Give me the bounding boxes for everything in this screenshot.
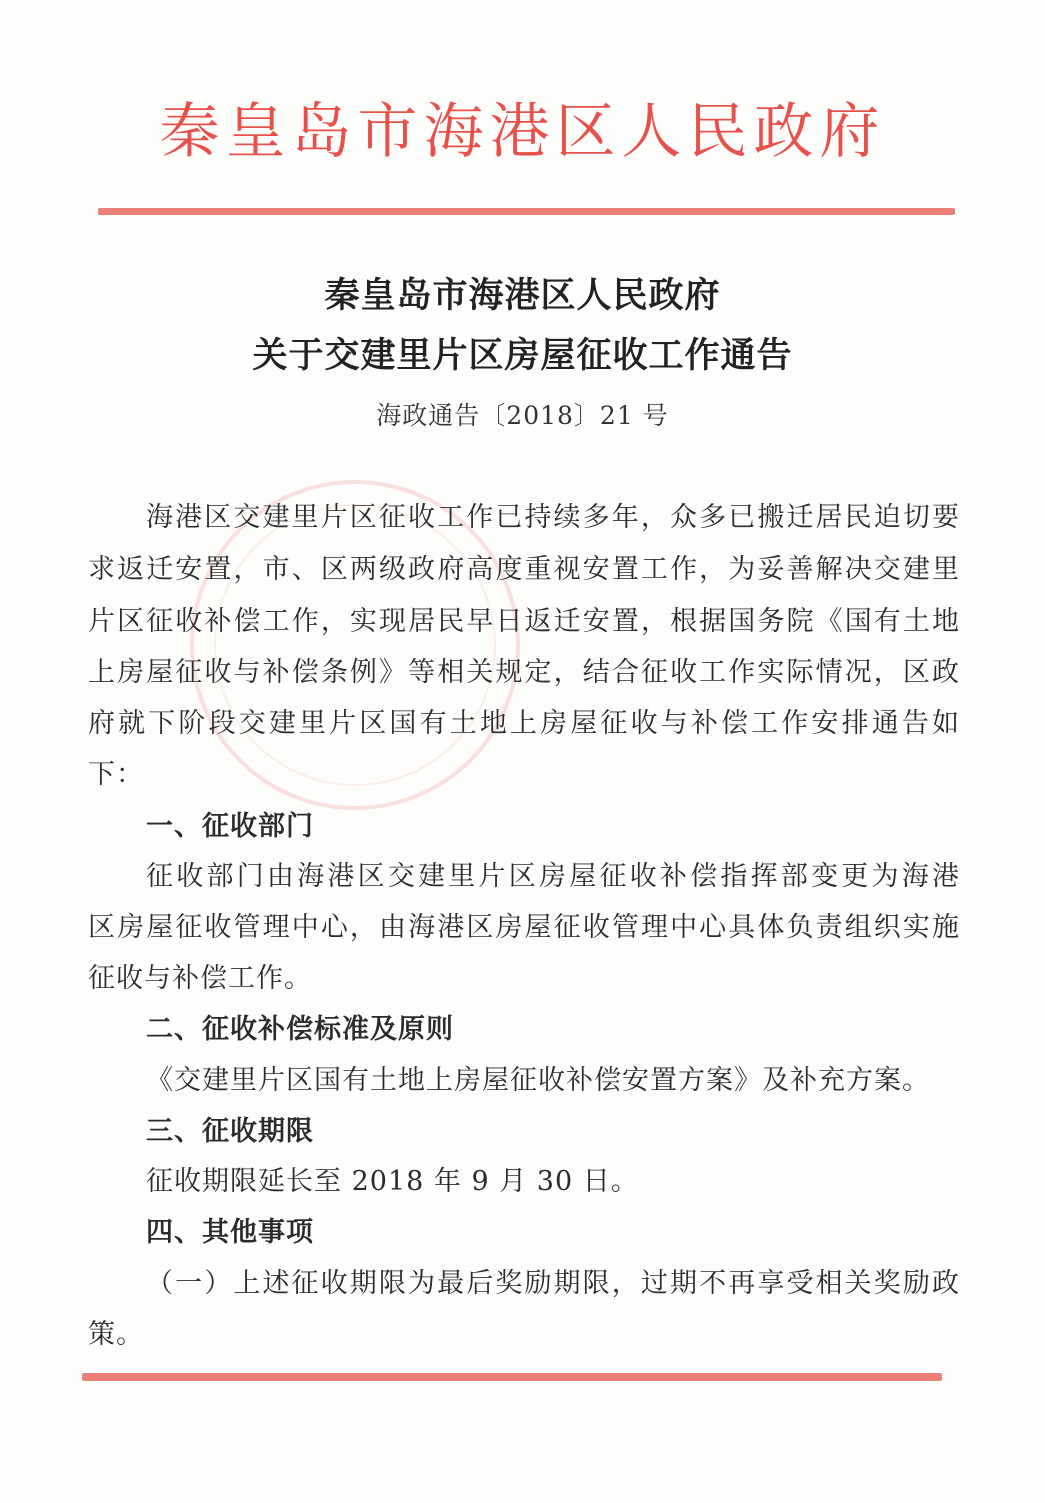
- paragraph-line: 《交建里片区国有土地上房屋征收补偿安置方案》及补充方案。: [146, 1065, 930, 1096]
- document-title-line-1: 秦皇岛市海港区人民政府: [324, 275, 721, 316]
- paragraph-line: 上房屋征收与补偿条例》等相关规定，结合征收工作实际情况，区政: [88, 657, 960, 688]
- paragraph-line: 征收部门由海港区交建里片区房屋征收补偿指挥部变更为海港: [146, 861, 960, 892]
- paragraph-line: 海港区交建里片区征收工作已持续多年，众多已搬迁居民迫切要: [146, 502, 960, 533]
- document-number: 海政通告〔2018〕21 号: [376, 401, 669, 430]
- paragraph-line: 求返迁安置，市、区两级政府高度重视安置工作，为妥善解决交建里: [88, 554, 960, 585]
- section-heading: 三、征收期限: [146, 1116, 314, 1147]
- document-title-line-2: 关于交建里片区房屋征收工作通告: [252, 335, 793, 376]
- paragraph-line: （一）上述征收期限为最后奖励期限，过期不再享受相关奖励政: [146, 1268, 960, 1299]
- letterhead-title: 秦皇岛市海港区人民政府: [159, 97, 886, 167]
- section-heading: 二、征收补偿标准及原则: [146, 1014, 454, 1045]
- paragraph-line: 策。: [88, 1319, 144, 1350]
- section-heading: 四、其他事项: [146, 1217, 314, 1248]
- paragraph-line: 征收期限延长至 2018 年 9 月 30 日。: [146, 1166, 639, 1197]
- letterhead-red-rule: [98, 208, 955, 215]
- paragraph-line: 下：: [88, 759, 144, 790]
- paragraph-line: 区房屋征收管理中心，由海港区房屋征收管理中心具体负责组织实施: [88, 912, 960, 943]
- paragraph-line: 府就下阶段交建里片区国有土地上房屋征收与补偿工作安排通告如: [88, 708, 960, 739]
- paragraph-line: 征收与补偿工作。: [88, 963, 312, 994]
- section-heading: 一、征收部门: [146, 811, 314, 842]
- footer-red-rule: [82, 1373, 942, 1381]
- paragraph-line: 片区征收补偿工作，实现居民早日返迁安置，根据国务院《国有土地: [88, 606, 960, 637]
